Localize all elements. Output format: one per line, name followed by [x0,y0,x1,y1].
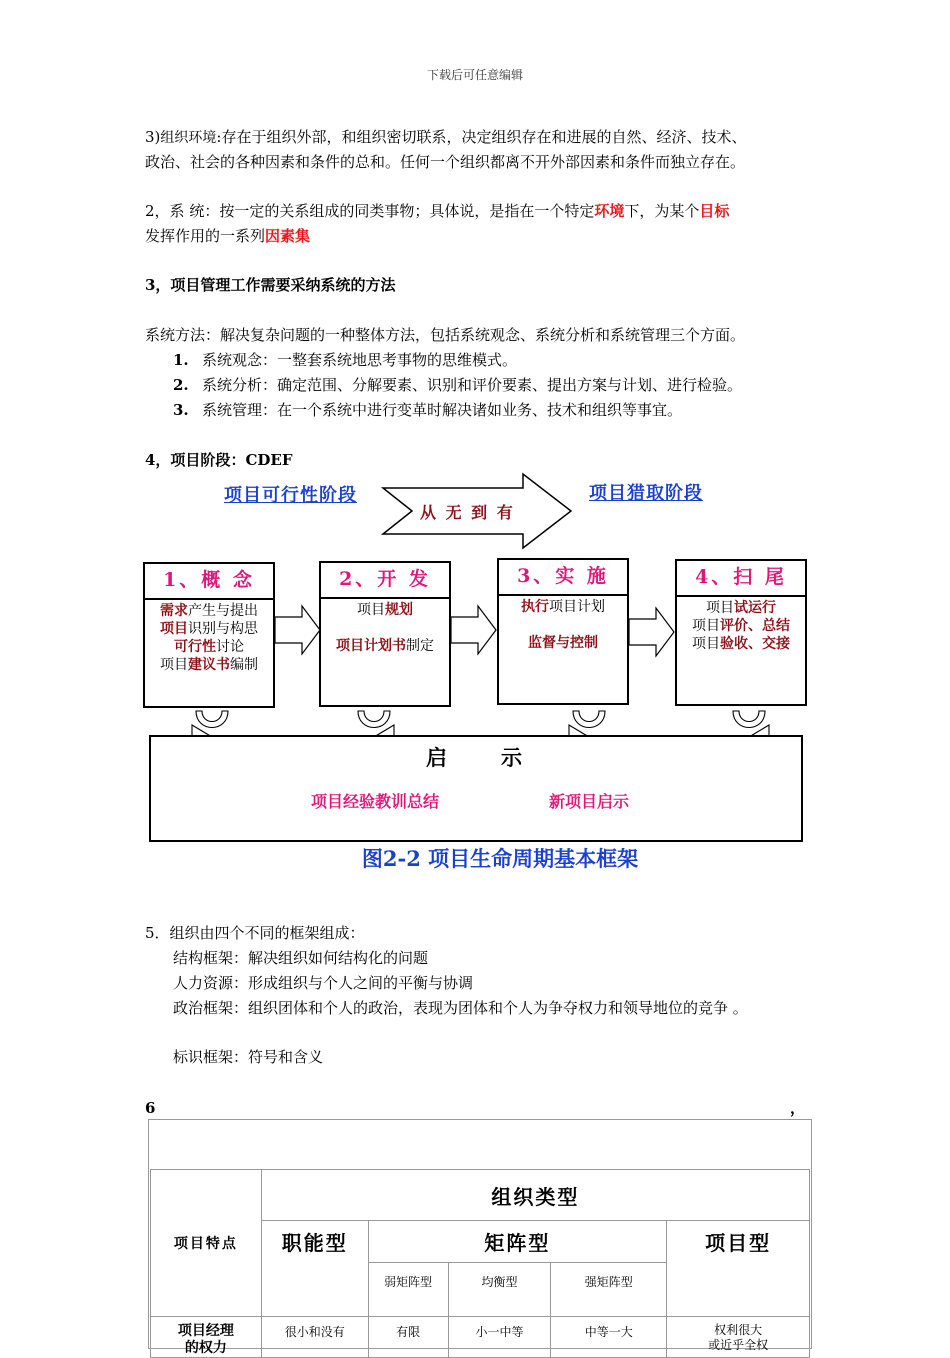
cell-weak: 有限 [368,1317,448,1358]
stage-arrow-3 [628,606,676,658]
env-definition-line1 [145,125,746,151]
org-type-table [150,1169,810,1358]
stage-text: 制定 [406,638,434,654]
section5-title: 5．组织由四个不同的框架组成： [145,924,365,942]
stage-keyword: 需求 [160,603,188,619]
stage-arrow-1 [274,604,322,656]
inspiration-bar [149,735,803,783]
page-header: 下载后可任意编辑 [426,68,523,82]
arrow-label: 从 无 到 有 [420,503,515,522]
env-prefix: 3) [145,128,161,146]
cell-strong: 中等一大 [551,1317,667,1358]
stage-keyword: 规划 [385,602,413,618]
env-highlight: 环境 [594,202,625,220]
stage-keyword: 项目计划书 [336,638,406,654]
item-text: 系统分析：确定范围、分解要素、识别和评价要素、提出方案与计划、进行检验。 [202,376,743,394]
stage-body [145,600,273,674]
stage-title: 4、扫 尾 [677,561,805,597]
method-item-2 [173,373,742,398]
project-header: 项目型 [667,1221,810,1317]
framework-symbolic: 标识框架：符号和含义 [173,1048,324,1066]
stage-text: 产生与提出 [188,603,258,619]
stage-text: 项目 [706,600,734,616]
stage-text: 项目 [357,602,385,618]
item-number: 2. [173,376,189,394]
stage-keyword: 可行性 [174,639,216,655]
stage-implementation [497,558,629,705]
cell-project-line1: 权利很大 [714,1323,763,1337]
stage-keyword: 项目 [160,621,188,637]
stage-keyword: 验收、交接 [720,636,790,652]
cell-functional: 很小和没有 [261,1317,368,1358]
stage-keyword: 试运行 [734,600,776,616]
cell-project-line2: 或近乎全权 [708,1338,769,1352]
factors-highlight: 因素集 [265,227,311,245]
stage-title: 3、实 施 [499,560,627,596]
stage-text: 项目计划 [549,599,605,615]
table-row [151,1317,810,1358]
stage-concept [143,562,275,708]
system-definition-line2 [145,224,310,249]
system-definition-line1 [145,199,729,224]
lessons-box [149,781,803,842]
stage-text: 讨论 [216,639,244,655]
cell-balanced: 小一中等 [448,1317,551,1358]
system-text-2: 下，为某个 [624,202,700,220]
weak-matrix-header: 弱矩阵型 [368,1263,448,1317]
stage-body [677,597,805,653]
stage-text: 项目 [692,618,720,634]
matrix-header: 矩阵型 [368,1221,667,1263]
phase-feasibility-label: 项目可行性阶段 [224,485,357,506]
env-definition-line2: 政治、社会的各种因素和条件的总和。任何一个组织都离不开外部因素和条件而独立存在。 [145,153,746,171]
stage-keyword: 监督与控制 [528,635,598,651]
stage-body [499,596,627,652]
heading-3: 3，项目管理工作需要采纳系统的方法 [145,276,396,294]
stage-closing [675,559,807,706]
section6-mark: ， [790,1099,806,1117]
section6-number: 6 [145,1099,156,1117]
stage-text: 识别与构思 [188,621,258,637]
method-item-1 [173,348,517,373]
system-prefix: 2， [145,202,170,220]
stage-body [321,599,449,655]
system-text-3: 发挥作用的一系列 [145,227,266,245]
stage-development [319,561,451,707]
feature-header: 项目特点 [151,1170,262,1317]
stage-title: 1、概 念 [145,564,273,600]
item-text: 系统观念：一整套系统地思考事物的思维模式。 [202,351,518,369]
env-term: 组织环境 [160,130,217,146]
inspiration-label: 启 示 [426,745,526,770]
system-method-intro: 系统方法：解决复杂问题的一种整体方法，包括系统观念、系统分析和系统管理三个方面。 [145,326,746,344]
framework-political: 政治框架：组织团体和个人的政治，表现为团体和个人为争夺权力和领导地位的竞争 。 [173,999,748,1017]
framework-structure: 结构框架：解决组织如何结构化的问题 [173,949,429,967]
strong-matrix-header: 强矩阵型 [551,1263,667,1317]
goal-highlight: 目标 [699,202,730,220]
figure-caption: 图2-2 项目生命周期基本框架 [361,846,639,871]
new-project-inspiration-label: 新项目启示 [549,792,630,811]
stage-title: 2、开 发 [321,563,449,599]
item-number: 1. [173,351,189,369]
org-type-header: 组织类型 [261,1170,809,1221]
stage-arrow-2 [450,604,498,656]
stage-keyword: 执行 [521,599,549,615]
framework-human-resources: 人力资源：形成组织与个人之间的平衡与协调 [173,974,474,992]
stage-keyword: 评价、总结 [720,618,790,634]
heading-4: 4，项目阶段：CDEF [145,451,293,469]
row-label [151,1317,262,1358]
env-text-1: :存在于组织外部，和组织密切联系，决定组织存在和进展的自然、经济、技术、 [216,128,747,146]
item-text: 系统管理：在一个系统中进行变革时解决诸如业务、技术和组织等事宜。 [202,401,683,419]
cell-project [667,1317,810,1358]
system-text-1: 系 统：按一定的关系组成的同类事物；具体说，是指在一个特定 [169,202,595,220]
row-label-line2: 的权力 [184,1340,227,1356]
functional-header: 职能型 [261,1221,368,1317]
method-item-3 [173,398,682,423]
stage-text: 项目 [692,636,720,652]
row-label-line1: 项目经理 [177,1323,234,1339]
stage-text: 项目 [160,657,188,673]
item-number: 3. [173,401,189,419]
stage-text: 编制 [230,657,258,673]
phase-acquisition-label: 项目猎取阶段 [589,483,703,504]
lessons-summary-label: 项目经验教训总结 [311,792,440,811]
stage-keyword: 建议书 [188,657,230,673]
balanced-matrix-header: 均衡型 [448,1263,551,1317]
